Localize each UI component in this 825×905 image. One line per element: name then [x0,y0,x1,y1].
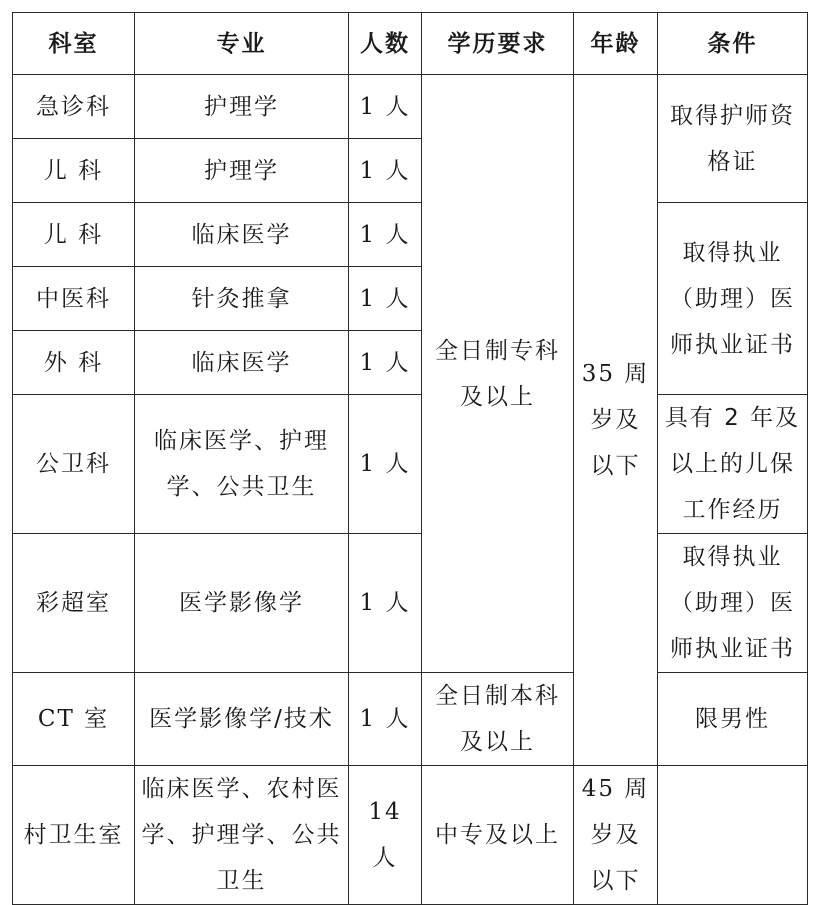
major-cell: 临床医学 [135,203,349,267]
dept-cell: 中医科 [13,267,135,331]
table-header-row [13,13,808,75]
dept-cell: 儿 科 [13,139,135,203]
count-cell: 1 人 [349,395,422,534]
dept-cell: 公卫科 [13,395,135,534]
count-cell: 1 人 [349,203,422,267]
condition-cell-2: 取得执业（助理）医师执业证书 [658,203,808,395]
count-cell: 14 人 [349,766,422,905]
header-dept: 科室 [13,13,135,75]
header-edu: 学历要求 [422,13,574,75]
table-row [13,395,808,534]
table-row [13,75,808,139]
major-cell: 医学影像学/技术 [135,673,349,766]
header-major: 专业 [135,13,349,75]
count-cell: 1 人 [349,331,422,395]
dept-cell: 彩超室 [13,534,135,673]
header-count: 人数 [349,13,422,75]
dept-cell: 村卫生室 [13,766,135,905]
major-cell: 临床医学 [135,331,349,395]
table-row [13,673,808,766]
table-row [13,766,808,905]
header-age: 年龄 [574,13,658,75]
major-cell: 针灸推拿 [135,267,349,331]
count-cell: 1 人 [349,267,422,331]
major-cell: 护理学 [135,139,349,203]
header-cond: 条件 [658,13,808,75]
major-cell: 护理学 [135,75,349,139]
major-cell: 临床医学、农村医学、护理学、公共卫生 [135,766,349,905]
count-cell: 1 人 [349,139,422,203]
age-cell-group2: 45 周岁及以下 [574,766,658,905]
condition-cell-4: 取得执业（助理）医师执业证书 [658,534,808,673]
condition-cell-6 [658,766,808,905]
edu-cell-group2: 全日制本科及以上 [422,673,574,766]
count-cell: 1 人 [349,75,422,139]
age-cell-group1: 35 周岁及以下 [574,75,658,766]
table-row [13,534,808,673]
count-cell: 1 人 [349,673,422,766]
edu-cell-group3: 中专及以上 [422,766,574,905]
count-cell: 1 人 [349,534,422,673]
major-cell: 临床医学、护理学、公共卫生 [135,395,349,534]
edu-cell-group1: 全日制专科及以上 [422,75,574,673]
dept-cell: 儿 科 [13,203,135,267]
condition-cell-5: 限男性 [658,673,808,766]
condition-cell-1: 取得护师资格证 [658,75,808,203]
dept-cell: 外 科 [13,331,135,395]
recruitment-table [12,12,808,905]
table-row [13,203,808,267]
major-cell: 医学影像学 [135,534,349,673]
dept-cell: 急诊科 [13,75,135,139]
condition-cell-3: 具有 2 年及以上的儿保工作经历 [658,395,808,534]
dept-cell: CT 室 [13,673,135,766]
